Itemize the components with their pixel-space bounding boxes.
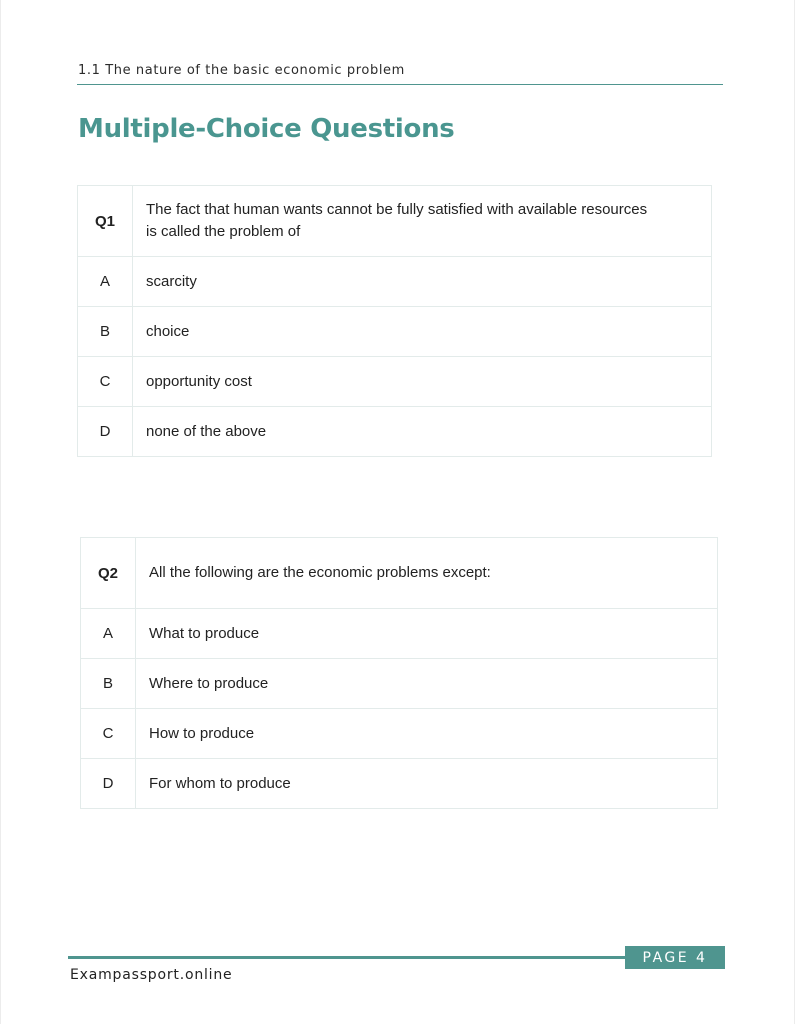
option-letter: B bbox=[78, 307, 133, 357]
option-text: What to produce bbox=[136, 609, 718, 659]
question-table-q2 bbox=[80, 537, 718, 809]
option-text: For whom to produce bbox=[136, 759, 718, 809]
question-text bbox=[133, 186, 712, 257]
option-row[interactable] bbox=[81, 609, 718, 659]
header-divider bbox=[77, 84, 723, 85]
section-title: Multiple-Choice Questions bbox=[78, 114, 455, 144]
question-text-line: The fact that human wants cannot be fully satisfied with available resources bbox=[146, 201, 648, 218]
option-row[interactable] bbox=[78, 357, 712, 407]
option-row[interactable] bbox=[81, 709, 718, 759]
option-text: opportunity cost bbox=[133, 357, 712, 407]
footer-divider bbox=[68, 956, 628, 959]
question-row bbox=[81, 538, 718, 609]
option-text: scarcity bbox=[133, 257, 712, 307]
question-text-line: All the following are the economic problems except: bbox=[149, 564, 491, 581]
option-letter: B bbox=[81, 659, 136, 709]
option-text: How to produce bbox=[136, 709, 718, 759]
question-row bbox=[78, 186, 712, 257]
question-table-q1 bbox=[77, 185, 712, 457]
question-text-line: is called the problem of bbox=[146, 223, 301, 240]
option-letter: C bbox=[78, 357, 133, 407]
option-text: none of the above bbox=[133, 407, 712, 457]
option-row[interactable] bbox=[78, 257, 712, 307]
option-letter: A bbox=[78, 257, 133, 307]
option-row[interactable] bbox=[81, 759, 718, 809]
question-label: Q1 bbox=[78, 186, 133, 257]
page-number-badge: PAGE 4 bbox=[625, 946, 725, 969]
option-row[interactable] bbox=[78, 407, 712, 457]
option-row[interactable] bbox=[78, 307, 712, 357]
option-text: Where to produce bbox=[136, 659, 718, 709]
running-header: 1.1 The nature of the basic economic problem bbox=[78, 63, 405, 78]
question-text bbox=[136, 538, 718, 609]
option-row[interactable] bbox=[81, 659, 718, 709]
option-letter: A bbox=[81, 609, 136, 659]
option-letter: D bbox=[81, 759, 136, 809]
option-letter: C bbox=[81, 709, 136, 759]
page-edge-left bbox=[0, 0, 1, 1024]
footer-site-name: Exampassport.online bbox=[70, 967, 233, 983]
option-text: choice bbox=[133, 307, 712, 357]
question-label: Q2 bbox=[81, 538, 136, 609]
option-letter: D bbox=[78, 407, 133, 457]
